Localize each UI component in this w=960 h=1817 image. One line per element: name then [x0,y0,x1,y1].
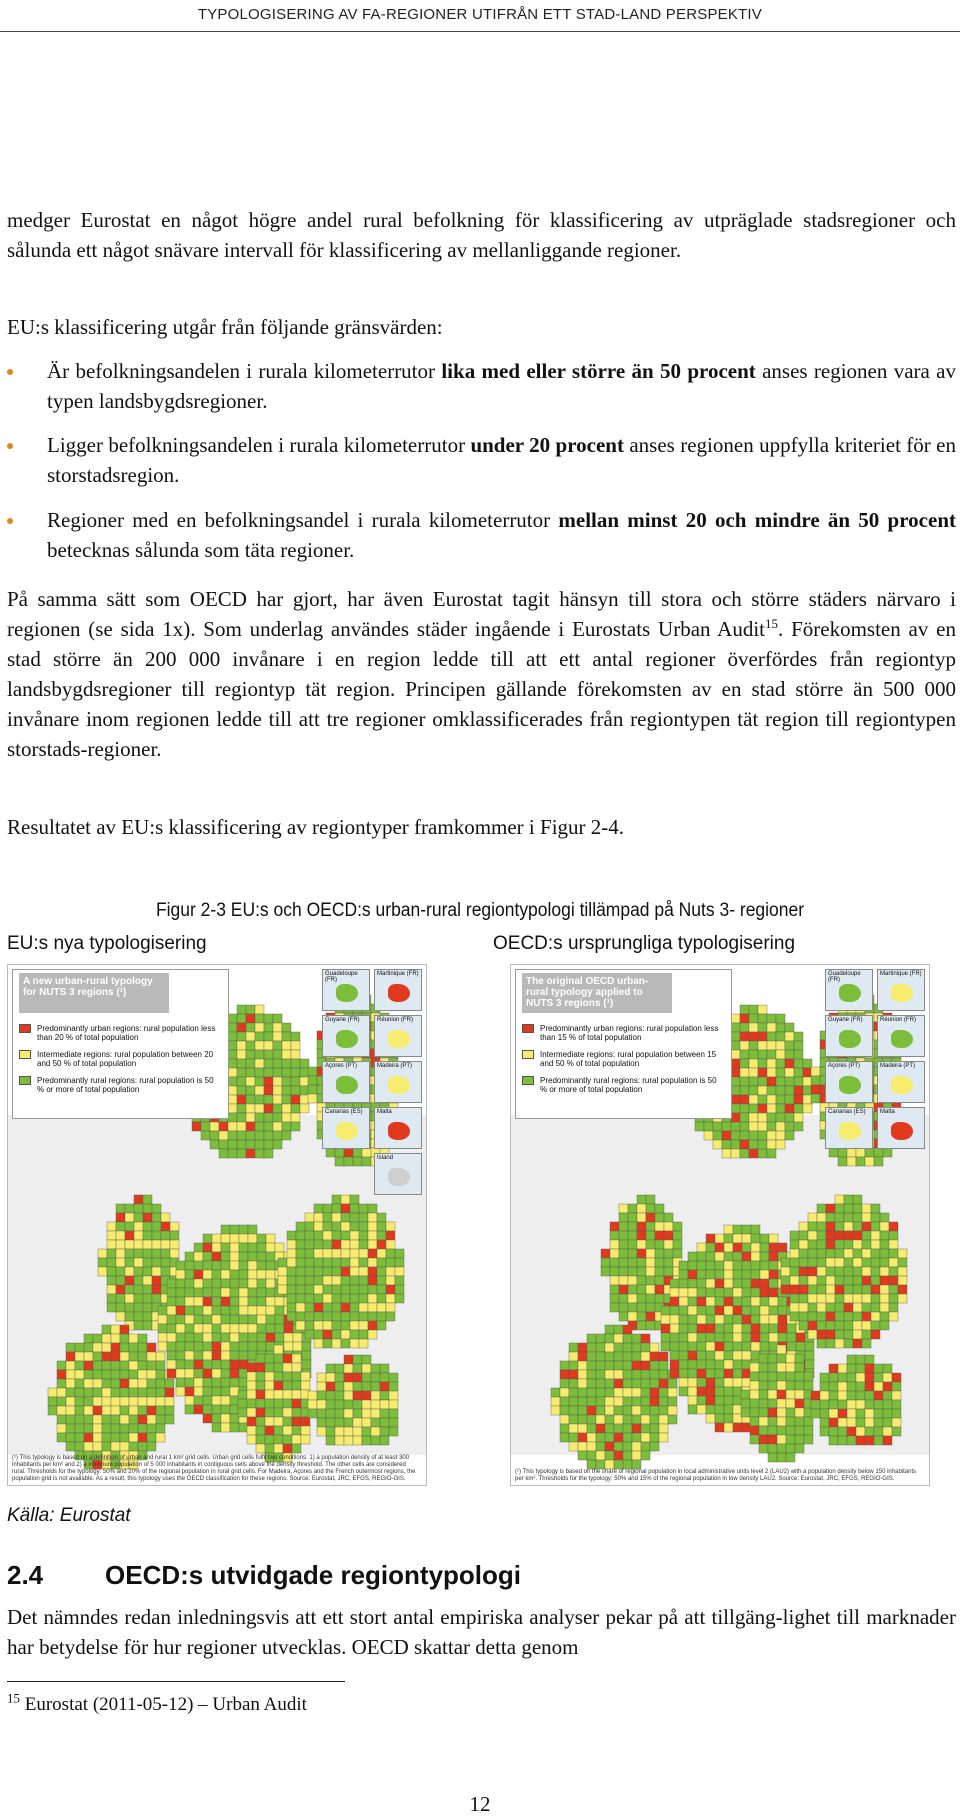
inset-map: Madeira (PT) [374,1061,422,1103]
section-title: OECD:s utvidgade regiontypologi [105,1560,522,1590]
running-header: TYPOLOGISERING AV FA-REGIONER UTIFRÅN ETT STAD-LAND PERSPEKTIV [0,0,960,32]
bullet-item: Är befolkningsandelen i rurala kilometerrutor lika med eller större än 50 procent anses regionen vara av typen landsbygdsregioner. [7,356,956,416]
inset-map: Réunion (FR) [877,1015,925,1057]
inset-map: Guadeloupe (FR) [825,969,873,1011]
inset-map: Malta [374,1107,422,1149]
map-footnote: (¹) This typology is based on a definition of urban and rural 1 km² grid cells. Urban grid cells fulfil two conditions: 1) a population density of at least 300 inhabitants per km² and 2) a minimum population of 5 000 inhabitants in contiguous cells above the density threshold. The other cells are considered rural. Thresholds for the typology: 50% and 20% of the regional population in rural grid cells. For Madeira, Açores and the French outermost regions, the population grid is not available. As a result, this typology uses the OECD classification for these regions. Source: Eurostat, JRC, EFGS, REGIO-GIS. [12,1455,416,1482]
inset-map: Malta [877,1107,925,1149]
inset-map: Canarias (ES) [825,1107,873,1149]
footnote-ref[interactable]: 15 [765,616,779,631]
paragraph-4: Resultatet av EU:s klassificering av regiontyper framkommer i Figur 2-4. [7,815,625,839]
section-number: 2.4 [7,1560,44,1590]
inset-map: Martinique (FR) [877,969,925,1011]
map-legend: The original OECD urban-rural typology applied to NUTS 3 regions (¹) Predominantly urban regions: rural population less than 15 % of total population Intermediate regions: rural population between 15 and 50 % of total population Predominantly rural regions: rural population is 50 % or more of total population [515,969,732,1119]
map-legend: A new urban-rural typology for NUTS 3 regions (¹) Predominantly urban regions: rural population less than 20 % of total population Intermediate regions: rural population between 20 and 50 % of total population Predominantly rural regions: rural population is 50 % or more of total population [12,969,229,1119]
bullet-emphasis: mellan minst 20 och mindre än 50 procent [558,508,956,532]
oecd-typology-map [510,964,930,1486]
inset-map: Martinique (FR) [374,969,422,1011]
legend-title: The original OECD urban-rural typology applied to NUTS 3 regions (¹) [522,973,672,1013]
right-map-label: OECD:s ursprungliga typologisering [493,933,796,954]
inset-map: Ísland [374,1153,422,1195]
paragraph-2: EU:s klassificering utgår från följande gränsvärden: [7,315,443,339]
paragraph-1: medger Eurostat en något högre andel rural befolkning för klassificering av utpräglade stadsregioner och sålunda ett något snävare intervall för klassificering av mellanliggande regioner. [7,208,956,262]
bullet-emphasis: lika med eller större än 50 procent [441,359,756,383]
bullet-icon [7,443,13,449]
inset-map: Guyane (FR) [825,1015,873,1057]
map-footnote: (¹) This typology is based on the share of regional population in local administrative units level 2 (LAU2) with a population density below 150 inhabitants per km². Thresholds for the typology: 50% and 15% of the regional population in low density LAU2. Source: Eurostat, JRC, EFGS, REGIO-GIS. [515,1469,917,1482]
inset-map: Canarias (ES) [322,1107,370,1149]
section-heading [7,1560,521,1591]
bullet-icon [7,369,13,375]
footnote: $^{15}$ Eurostat (2011-05-12) – Urban Audit [7,1690,307,1715]
inset-map: Guyane (FR) [322,1015,370,1057]
section-paragraph: Det nämndes redan inledningsvis att ett stort antal empiriska analyser pekar på att tillgäng-lighet till marknader har betydelse för hur regioner utvecklas. OECD skattar detta genom [7,1605,956,1659]
bullet-icon [7,518,13,524]
figure-caption: Figur 2-3 EU:s och OECD:s urban-rural regiontypologi tillämpad på Nuts 3- regioner [155,900,805,921]
eu-typology-map [7,964,427,1486]
paragraph-3: På samma sätt som OECD har gjort, har även Eurostat tagit hänsyn till stora och större städers närvaro i regionen (se sida 1x). Som underlag användes städer ingående i Eurostats Urban Audit$^{15}$. Förekomsten av en stad större än 200 000 invånare i en region ledde till att ett antal regioner överfördes från regiontyp landsbygdsregioner till regiontyp tät region. Principen gällande förekomsten av en stad större än 500 000 invånare inom regionen ledde till att tre regioner omklassificerades från regiontypen tät region till regiontypen storstads-regioner. [7,587,957,761]
inset-map: Açores (PT) [322,1061,370,1103]
inset-map: Açores (PT) [825,1061,873,1103]
left-map-label: EU:s nya typologisering [7,933,207,954]
inset-map: Réunion (FR) [374,1015,422,1057]
inset-map: Madeira (PT) [877,1061,925,1103]
bullet-item: Regioner med en befolkningsandel i rurala kilometerrutor mellan minst 20 och mindre än 50 procent betecknas sålunda som täta regioner. [7,505,956,565]
figure-source: Källa: Eurostat [7,1505,131,1526]
bullet-emphasis: under 20 procent [470,433,624,457]
inset-map: Guadeloupe (FR) [322,969,370,1011]
legend-title: A new urban-rural typology for NUTS 3 regions (¹) [19,973,169,1013]
page-number: 12 [469,1792,491,1816]
footnote-divider [7,1681,345,1682]
bullet-item: Ligger befolkningsandelen i rurala kilometerrutor under 20 procent anses regionen uppfylla kriteriet för en storstadsregion. [7,430,956,490]
